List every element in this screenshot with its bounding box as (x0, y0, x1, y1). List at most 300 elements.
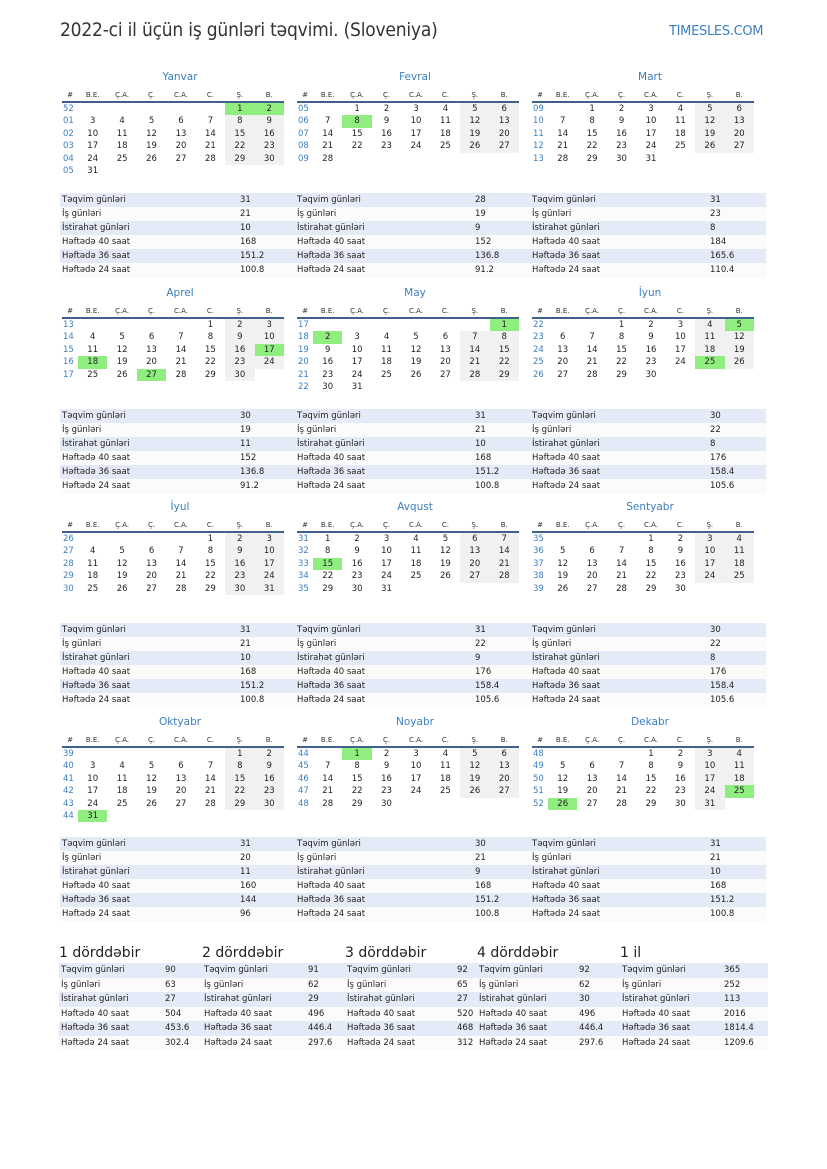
day: 24 (87, 153, 99, 164)
day: 9 (383, 116, 390, 127)
stat-row (60, 193, 296, 207)
stat-label: Həftədə 36 saat (60, 893, 238, 907)
week-row (297, 318, 519, 331)
week-row (532, 545, 754, 557)
weekend-day: 15 (490, 344, 519, 356)
day: 13 (175, 128, 187, 139)
empty-day (166, 102, 195, 115)
calendar-table (297, 88, 519, 165)
stat-value: 20 (238, 851, 296, 865)
day: 25 (116, 798, 128, 809)
stat-label: Həftədə 36 saat (59, 1021, 163, 1036)
stat-label: İstirahət günləri (295, 437, 473, 451)
weekend-day: 24 (695, 570, 724, 582)
day: 6 (589, 546, 595, 557)
day: 26 (116, 369, 128, 380)
stat-row (530, 651, 766, 665)
weekend-day: 3 (255, 532, 284, 545)
day: 11 (439, 116, 451, 127)
period-summary (620, 944, 768, 1050)
stat-value: 100.8 (473, 907, 531, 921)
stat-label: İstirahət günləri (202, 992, 306, 1007)
day: 19 (439, 558, 451, 569)
week-row (532, 747, 754, 760)
day: 3 (383, 534, 390, 544)
stat-row (60, 623, 296, 637)
period-name: 1 il (620, 945, 642, 961)
month-calendar (291, 286, 527, 393)
stat-label: Həftədə 36 saat (60, 465, 238, 479)
holiday-day: 25 (725, 785, 754, 797)
stat-row (60, 207, 296, 221)
stat-row (59, 1007, 205, 1022)
stat-value: 29 (306, 992, 348, 1007)
stat-value: 453.6 (163, 1021, 205, 1036)
day: 23 (381, 786, 392, 797)
stat-label: Həftədə 40 saat (295, 879, 473, 893)
week-row (297, 128, 519, 140)
week-row (297, 381, 519, 393)
month-name: Yanvar (162, 71, 198, 83)
calendar-table (62, 88, 284, 177)
stat-label: İstirahət günləri (60, 651, 238, 665)
month-stats-table (530, 623, 766, 708)
day: 13 (146, 344, 157, 355)
weekend-day: 6 (460, 532, 489, 545)
day: 28 (616, 583, 627, 594)
stat-value: 176 (473, 665, 531, 679)
day: 23 (381, 141, 392, 152)
calendar-table (532, 88, 754, 165)
stat-label: İş günləri (530, 207, 708, 221)
day: 4 (413, 534, 419, 544)
day: 5 (560, 761, 566, 772)
day: 5 (148, 116, 155, 127)
day: 2 (677, 749, 684, 759)
stat-row (295, 637, 531, 651)
week-number: 28 (63, 558, 74, 569)
stat-row (530, 837, 766, 851)
day: 23 (351, 571, 363, 582)
day: 30 (322, 382, 334, 393)
stat-value: 30 (238, 409, 296, 423)
day: 16 (674, 773, 686, 784)
day: 4 (119, 761, 125, 772)
month-name: İyul (170, 501, 190, 513)
stat-label: İş günləri (59, 978, 163, 993)
stat-label: İstirahət günləri (60, 221, 238, 235)
empty-day (166, 532, 195, 545)
stat-row (60, 879, 296, 893)
weekend-day: 10 (255, 545, 284, 557)
day: 26 (146, 798, 157, 809)
stat-value: 22 (708, 637, 766, 651)
stat-row (295, 437, 531, 451)
week-number: 15 (63, 344, 74, 355)
stat-label: Həftədə 24 saat (202, 1036, 306, 1051)
period-name: 4 dörddəbir (477, 945, 559, 961)
week-number: 31 (298, 534, 309, 544)
day: 18 (410, 558, 422, 569)
calendar-table (532, 733, 754, 810)
day: 14 (175, 558, 187, 569)
calendar-table (62, 518, 284, 595)
day: 11 (674, 116, 686, 127)
stat-label: İş günləri (295, 423, 473, 437)
brand-link[interactable]: TIMESLES.COM (669, 24, 764, 39)
empty-day (372, 318, 401, 331)
holiday-day: 31 (78, 810, 107, 822)
empty-day (372, 153, 401, 165)
day: 19 (410, 357, 422, 368)
week-number-header: # (532, 733, 548, 747)
weekday-header: C. (196, 88, 225, 102)
stat-row (60, 423, 296, 437)
weekday-header: C. (431, 518, 460, 532)
stat-row (60, 409, 296, 423)
stat-value: 365 (722, 963, 768, 978)
day: 18 (674, 128, 686, 139)
stat-value: 91.2 (238, 479, 296, 493)
day: 20 (557, 357, 569, 368)
weekend-day: 24 (255, 356, 284, 368)
week-row (532, 570, 754, 582)
week-row (532, 369, 754, 381)
day: 10 (674, 332, 686, 343)
stat-label: İş günləri (345, 978, 455, 993)
weekend-day: 9 (225, 545, 254, 557)
day: 22 (322, 571, 334, 582)
empty-day (725, 369, 754, 381)
stat-row (60, 249, 296, 263)
day: 12 (557, 773, 569, 784)
day: 3 (413, 104, 419, 114)
stat-value: 21 (238, 637, 296, 651)
stat-value: 105.6 (473, 693, 531, 707)
stat-row (530, 193, 766, 207)
day: 5 (560, 546, 566, 557)
weekday-header: C.A. (166, 733, 195, 747)
weekend-day: 13 (460, 545, 489, 557)
weekend-day: 19 (725, 344, 754, 356)
weekend-day: 1 (225, 747, 254, 760)
empty-day (196, 102, 225, 115)
day: 15 (204, 558, 216, 569)
weekend-day: 29 (225, 798, 254, 810)
day: 19 (146, 141, 157, 152)
day: 21 (616, 786, 627, 797)
stat-row (345, 978, 481, 993)
period-summary (202, 944, 348, 1050)
day: 29 (204, 583, 216, 594)
stat-row (530, 865, 766, 879)
weekday-header: B. (725, 88, 754, 102)
empty-day (78, 532, 107, 545)
stat-label: İş günləri (60, 207, 238, 221)
stat-row (620, 963, 768, 978)
week-number: 52 (63, 104, 74, 114)
week-number: 05 (298, 104, 309, 114)
weekend-day: 19 (460, 128, 489, 140)
stat-row (295, 907, 531, 921)
weekday-header: B.E. (313, 518, 342, 532)
stat-value: 31 (238, 837, 296, 851)
day: 15 (586, 128, 598, 139)
day: 15 (616, 344, 627, 355)
day: 9 (677, 546, 684, 557)
day: 17 (410, 773, 422, 784)
stat-row (60, 637, 296, 651)
day: 29 (586, 153, 598, 164)
day: 28 (322, 798, 334, 809)
day: 1 (325, 534, 331, 544)
stat-value: 151.2 (473, 893, 531, 907)
weekday-header: B. (725, 518, 754, 532)
stat-value: 168 (238, 665, 296, 679)
period-stats-table (477, 963, 621, 1050)
empty-day (460, 381, 489, 393)
day: 8 (325, 546, 331, 557)
weekend-day: 18 (725, 773, 754, 785)
week-row (62, 532, 284, 545)
weekend-day: 17 (255, 558, 284, 570)
day: 18 (116, 786, 128, 797)
month-stats-table (295, 409, 531, 494)
weekend-day: 22 (490, 356, 519, 368)
weekend-day: 20 (490, 773, 519, 785)
week-number-header: # (532, 518, 548, 532)
week-row (532, 558, 754, 570)
weekend-day: 13 (490, 115, 519, 127)
stat-row (530, 423, 766, 437)
day: 20 (175, 141, 187, 152)
empty-day (695, 369, 724, 381)
stat-label: Həftədə 24 saat (530, 263, 708, 277)
month-calendar (526, 715, 762, 810)
empty-day (401, 583, 430, 595)
day: 2 (383, 104, 390, 114)
week-number: 30 (63, 583, 74, 594)
stat-row (345, 992, 481, 1007)
weekend-day: 30 (225, 369, 254, 381)
period-summary (59, 944, 205, 1050)
stat-label: Təqvim günləri (295, 193, 473, 207)
weekday-header: Ş. (460, 88, 489, 102)
day: 3 (354, 332, 360, 343)
stat-value: 30 (708, 409, 766, 423)
day: 2 (383, 749, 390, 759)
weekday-header: Ç.A. (107, 88, 136, 102)
week-row (532, 773, 754, 785)
stat-label: Həftədə 40 saat (530, 451, 708, 465)
stat-label: Həftədə 24 saat (530, 693, 708, 707)
week-number: 38 (533, 571, 544, 582)
stat-value: 2016 (722, 1007, 768, 1022)
weekday-header: B. (490, 733, 519, 747)
stat-value: 468 (455, 1021, 481, 1036)
month-stats-table (295, 193, 531, 278)
empty-day (107, 810, 136, 822)
period-stats-table (345, 963, 481, 1050)
month-name: Fevral (399, 71, 431, 83)
weekday-header: B. (255, 88, 284, 102)
stat-label: Həftədə 24 saat (295, 907, 473, 921)
day: 24 (351, 369, 363, 380)
stat-value: 90 (163, 963, 205, 978)
weekend-day: 23 (225, 356, 254, 368)
stat-value: 446.4 (306, 1021, 348, 1036)
weekend-day: 28 (490, 570, 519, 582)
empty-day (107, 747, 136, 760)
calendar-table (297, 304, 519, 393)
stat-row (530, 879, 766, 893)
stat-value: 297.6 (306, 1036, 348, 1051)
day: 12 (146, 773, 157, 784)
stat-label: Həftədə 24 saat (59, 1036, 163, 1051)
stat-row (620, 992, 768, 1007)
week-number-header: # (297, 304, 313, 318)
empty-day (725, 798, 754, 810)
day: 9 (325, 344, 331, 355)
weekday-header: B.E. (78, 518, 107, 532)
day: 30 (645, 369, 657, 380)
day: 13 (557, 344, 569, 355)
holiday-day: 27 (137, 369, 166, 381)
stat-label: İstirahət günləri (477, 992, 577, 1007)
week-number: 20 (298, 357, 309, 368)
weekend-day: 21 (490, 558, 519, 570)
day: 8 (207, 546, 214, 557)
day: 5 (119, 546, 125, 557)
day: 5 (148, 761, 155, 772)
weekday-header: C.A. (166, 518, 195, 532)
empty-day (490, 798, 519, 810)
stat-label: Həftədə 36 saat (60, 249, 238, 263)
empty-day (137, 532, 166, 545)
stat-label: Həftədə 40 saat (202, 1007, 306, 1022)
week-number: 34 (298, 571, 309, 582)
period-name: 3 dörddəbir (345, 945, 427, 961)
day: 4 (442, 104, 449, 114)
week-number: 26 (63, 534, 74, 544)
week-row (532, 356, 754, 368)
weekend-day: 15 (225, 128, 254, 140)
stat-row (477, 963, 621, 978)
stat-label: İş günləri (295, 207, 473, 221)
week-number: 35 (298, 583, 309, 594)
empty-day (666, 369, 695, 381)
week-row (62, 773, 284, 785)
week-row (532, 344, 754, 356)
empty-day (255, 165, 284, 177)
stat-label: İstirahət günləri (295, 221, 473, 235)
stat-value: 21 (473, 423, 531, 437)
weekend-day: 6 (490, 747, 519, 760)
weekend-day: 8 (490, 331, 519, 343)
weekend-day: 10 (255, 331, 284, 343)
week-number: 07 (298, 128, 309, 139)
day: 2 (354, 534, 360, 544)
empty-day (107, 318, 136, 331)
stat-value: 151.2 (238, 679, 296, 693)
weekend-day: 26 (695, 140, 724, 152)
week-row (532, 102, 754, 115)
stat-value: 176 (708, 451, 766, 465)
empty-day (255, 369, 284, 381)
weekday-header: Ş. (695, 733, 724, 747)
weekday-header: B. (490, 304, 519, 318)
weekend-day: 4 (725, 532, 754, 545)
month-calendar (291, 70, 527, 165)
stat-row (295, 409, 531, 423)
holiday-day: 2 (313, 331, 342, 343)
empty-day (577, 532, 606, 545)
weekday-header: Ç. (607, 518, 636, 532)
week-number: 27 (63, 546, 74, 557)
stat-row (60, 865, 296, 879)
stat-label: Həftədə 36 saat (530, 465, 708, 479)
week-row (297, 785, 519, 797)
empty-day (431, 583, 460, 595)
weekday-header: B.E. (78, 733, 107, 747)
day: 15 (645, 773, 657, 784)
weekend-day: 22 (225, 785, 254, 797)
day: 5 (413, 332, 419, 343)
day: 25 (410, 571, 422, 582)
day: 14 (204, 773, 216, 784)
weekend-day: 31 (255, 583, 284, 595)
week-row (297, 369, 519, 381)
stat-row (60, 665, 296, 679)
weekday-header: Ç.A. (342, 733, 371, 747)
week-row (62, 331, 284, 343)
week-row (62, 128, 284, 140)
weekday-header: Ç. (372, 733, 401, 747)
stat-label: Həftədə 36 saat (202, 1021, 306, 1036)
weekday-header: Ş. (225, 518, 254, 532)
weekend-day: 17 (695, 773, 724, 785)
weekend-day: 13 (490, 760, 519, 772)
weekend-day: 2 (225, 318, 254, 331)
weekend-day: 19 (460, 773, 489, 785)
period-summary (345, 944, 481, 1050)
empty-day (78, 747, 107, 760)
stat-row (530, 851, 766, 865)
month-calendar (526, 70, 762, 165)
day: 18 (116, 141, 128, 152)
day: 27 (586, 583, 598, 594)
day: 28 (204, 153, 216, 164)
empty-day (196, 810, 225, 822)
stat-label: Həftədə 24 saat (530, 479, 708, 493)
stat-label: İstirahət günləri (530, 865, 708, 879)
empty-day (695, 583, 724, 595)
day: 20 (175, 786, 187, 797)
weekend-day: 9 (255, 115, 284, 127)
month-stats-table (60, 193, 296, 278)
week-row (532, 140, 754, 152)
stat-label: Təqvim günləri (530, 193, 708, 207)
weekday-header: Ş. (695, 88, 724, 102)
day: 6 (442, 332, 449, 343)
day: 23 (645, 357, 657, 368)
week-number-header: # (297, 518, 313, 532)
stat-row (477, 1021, 621, 1036)
day: 2 (677, 534, 684, 544)
weekday-header: Ç. (607, 733, 636, 747)
stat-row (345, 1007, 481, 1022)
empty-day (225, 165, 254, 177)
